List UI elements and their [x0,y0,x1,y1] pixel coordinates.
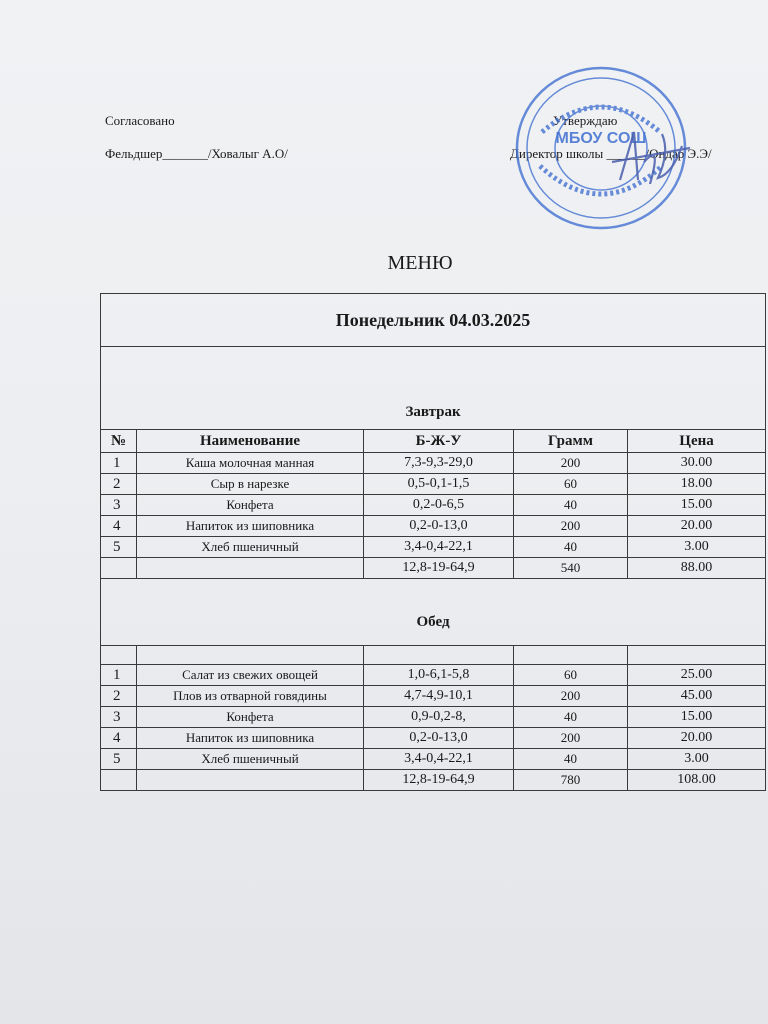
row-number: 5 [101,537,137,558]
dish-name: Напиток из шиповника [137,728,364,749]
lunch-section-row [101,579,766,646]
total-gram: 780 [514,770,628,791]
day-row [101,294,766,347]
agreed-label: Согласовано [105,113,175,128]
table-row [101,495,766,516]
dish-gram: 40 [514,495,628,516]
dish-bju: 0,2-0-13,0 [364,728,514,749]
dish-name: Хлеб пшеничный [137,749,364,770]
dish-gram: 60 [514,665,628,686]
dish-bju: 0,2-0-13,0 [364,516,514,537]
table-row [101,665,766,686]
total-gram: 540 [514,558,628,579]
school-seal-stamp [512,62,690,234]
breakfast-section-row [101,347,766,430]
dish-name: Хлеб пшеничный [137,537,364,558]
row-number: 1 [101,665,137,686]
dish-bju: 3,4-0,4-22,1 [364,749,514,770]
dish-gram: 40 [514,749,628,770]
row-number: 2 [101,686,137,707]
page-title: МЕНЮ [387,252,453,274]
dish-gram: 200 [514,728,628,749]
dish-price: 15.00 [628,707,766,728]
dish-gram: 40 [514,707,628,728]
table-row [101,474,766,495]
dish-bju: 1,0-6,1-5,8 [364,665,514,686]
column-header-price: Цена [628,430,766,453]
lunch-heading: Обед [101,579,766,646]
table-row [101,707,766,728]
dish-bju: 0,2-0-6,5 [364,495,514,516]
table-row [101,453,766,474]
column-header-number: № [101,430,137,453]
row-number: 3 [101,707,137,728]
total-empty-cell [137,558,364,579]
total-price: 108.00 [628,770,766,791]
total-price: 88.00 [628,558,766,579]
blank-cell [101,646,137,665]
total-bju: 12,8-19-64,9 [364,558,514,579]
breakfast-total-row [101,558,766,579]
row-number: 1 [101,453,137,474]
row-number: 4 [101,728,137,749]
table-row [101,537,766,558]
blank-cell [137,646,364,665]
column-header-row [101,430,766,453]
dish-name: Конфета [137,495,364,516]
table-row [101,516,766,537]
blank-cell [628,646,766,665]
dish-gram: 60 [514,474,628,495]
column-header-gram: Грамм [514,430,628,453]
dish-price: 30.00 [628,453,766,474]
dish-bju: 0,9-0,2-8, [364,707,514,728]
dish-price: 15.00 [628,495,766,516]
dish-gram: 200 [514,453,628,474]
table-row [101,749,766,770]
dish-bju: 7,3-9,3-29,0 [364,453,514,474]
dish-price: 45.00 [628,686,766,707]
total-empty-cell [101,558,137,579]
lunch-blank-header-row [101,646,766,665]
medic-signature-line: Фельдшер_______/Ховалыг А.О/ [105,146,288,161]
dish-price: 3.00 [628,537,766,558]
breakfast-heading: Завтрак [101,347,766,430]
lunch-total-row [101,770,766,791]
column-header-bju: Б-Ж-У [364,430,514,453]
total-empty-cell [101,770,137,791]
dish-bju: 0,5-0,1-1,5 [364,474,514,495]
table-row [101,686,766,707]
dish-gram: 200 [514,686,628,707]
stamp-text: МБОУ СОШ [555,130,647,147]
approve-label: Утверждаю [553,113,618,128]
dish-gram: 200 [514,516,628,537]
day-heading: Понедельник 04.03.2025 [101,294,766,347]
table-row [101,728,766,749]
dish-name: Напиток из шиповника [137,516,364,537]
director-signature-line: Директор школы ______/Ондар Э.Э/ [510,146,712,161]
dish-price: 20.00 [628,516,766,537]
row-number: 4 [101,516,137,537]
dish-gram: 40 [514,537,628,558]
row-number: 2 [101,474,137,495]
dish-price: 18.00 [628,474,766,495]
dish-bju: 3,4-0,4-22,1 [364,537,514,558]
dish-bju: 4,7-4,9-10,1 [364,686,514,707]
total-empty-cell [137,770,364,791]
column-header-name: Наименование [137,430,364,453]
row-number: 3 [101,495,137,516]
dish-name: Сыр в нарезке [137,474,364,495]
dish-price: 3.00 [628,749,766,770]
total-bju: 12,8-19-64,9 [364,770,514,791]
blank-cell [514,646,628,665]
dish-price: 25.00 [628,665,766,686]
dish-name: Плов из отварной говядины [137,686,364,707]
dish-name: Конфета [137,707,364,728]
menu-table [100,293,766,791]
dish-name: Салат из свежих овощей [137,665,364,686]
dish-name: Каша молочная манная [137,453,364,474]
row-number: 5 [101,749,137,770]
dish-price: 20.00 [628,728,766,749]
blank-cell [364,646,514,665]
